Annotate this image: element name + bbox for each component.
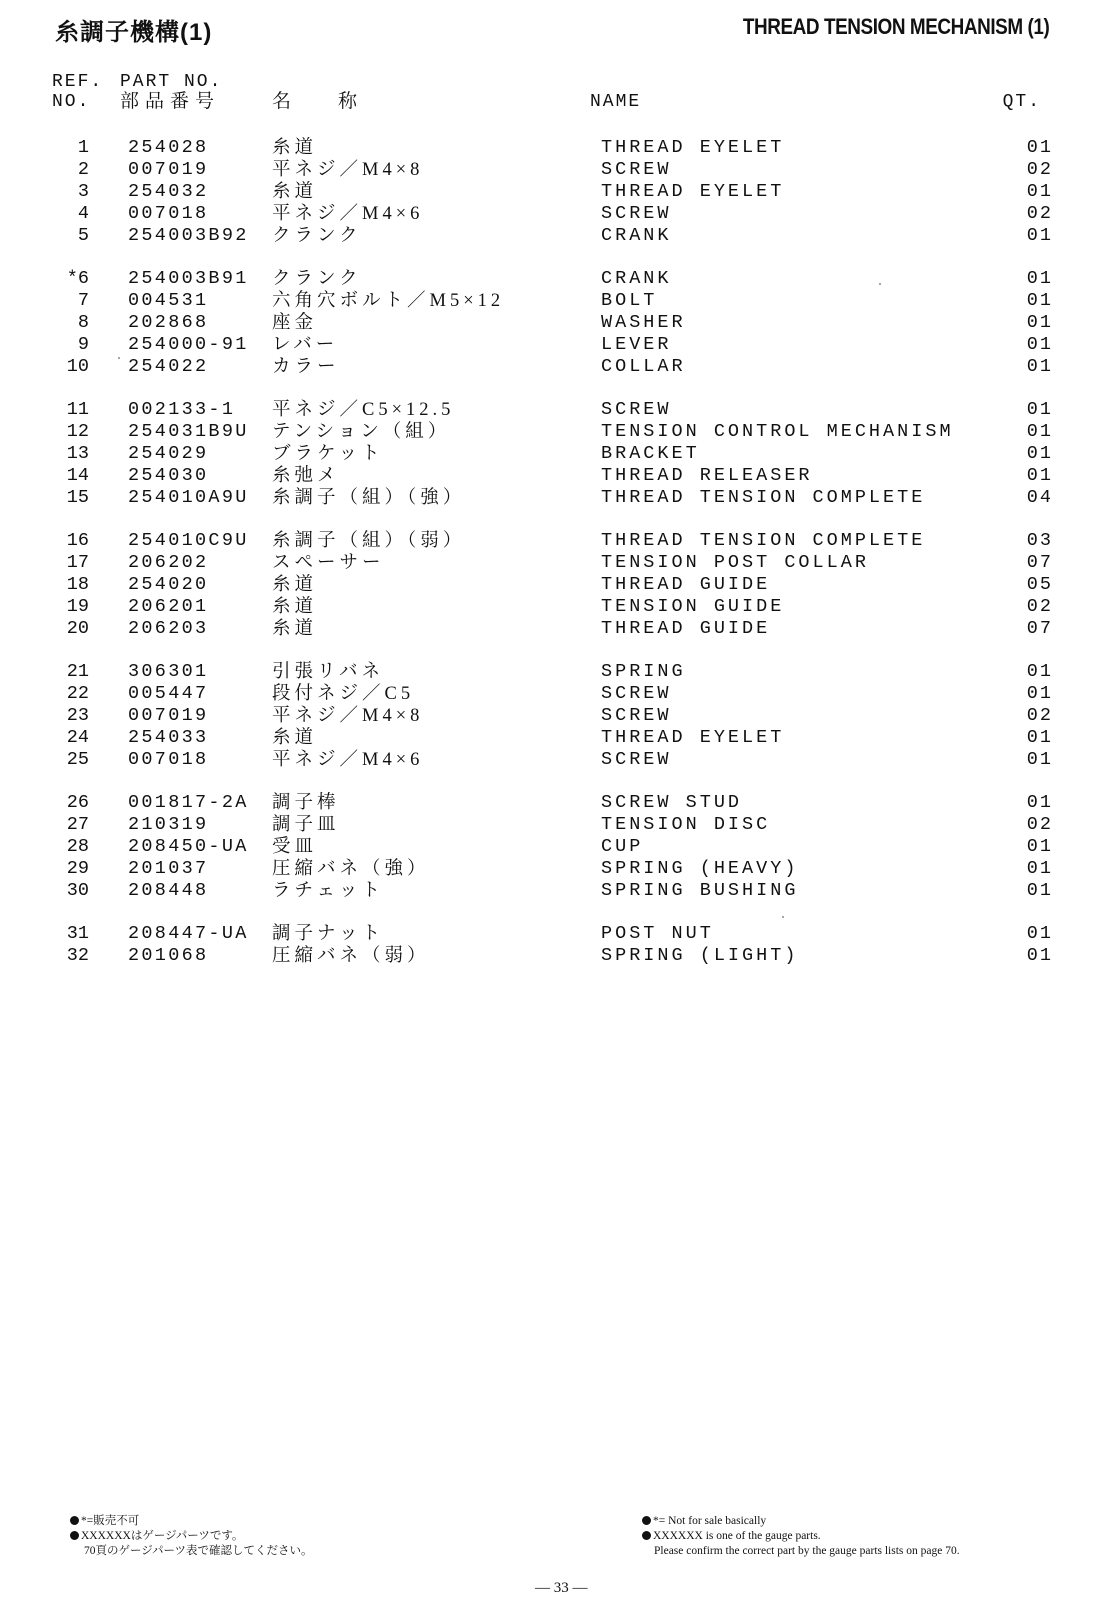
footer-jp-text2: XXXXXXはゲージパーツです。 [81,1530,244,1542]
english-name: POST NUT [601,923,714,944]
footer-en-line2 [642,1529,960,1544]
quantity: 01 [1026,312,1053,333]
ref-number: 16 [66,530,89,551]
table-row [0,705,1115,727]
table-row [0,836,1115,858]
japanese-name: 糸道 [272,619,318,639]
ref-number: 20 [66,618,89,639]
japanese-name: 糸調子（組）（強） [272,488,466,508]
part-number: 206202 [128,552,209,573]
japanese-name: 六角穴ボルト／M5×12 [272,291,505,311]
japanese-name: 糸道 [272,575,318,595]
quantity: 02 [1026,705,1053,726]
japanese-name: ブラケット [272,444,384,464]
table-row [0,225,1115,247]
part-number: 254033 [128,727,209,748]
english-name: TENSION GUIDE [601,596,785,617]
quantity: 01 [1026,923,1053,944]
footer-notes-en [642,1514,960,1559]
column-header-part [120,72,222,112]
part-number: 002133-1 [128,399,236,420]
ref-number: 7 [77,290,89,311]
english-name: THREAD TENSION COMPLETE [601,530,926,551]
bullet-icon [642,1516,651,1525]
quantity: 01 [1026,399,1053,420]
ref-number: 1 [77,137,89,158]
japanese-name: カラー [272,357,340,377]
quantity: 02 [1026,159,1053,180]
part-number: 254000-91 [128,334,249,355]
japanese-name: 平ネジ／M4×8 [272,160,424,180]
page-title-en: THREAD TENSION MECHANISM (1) [742,14,1049,39]
quantity: 01 [1026,727,1053,748]
quantity: 01 [1026,225,1053,246]
footer-jp-line2 [70,1529,313,1544]
footer-en-line1 [642,1514,960,1529]
part-number: 201068 [128,945,209,966]
english-name: SPRING [601,661,686,682]
japanese-name: 圧縮バネ（強） [272,859,430,879]
quantity: 01 [1026,880,1053,901]
japanese-name: 糸道 [272,182,318,202]
part-header-bottom: 部品番号 [120,91,221,112]
quantity: 01 [1026,465,1053,486]
part-number: 007019 [128,159,209,180]
quantity: 04 [1026,487,1053,508]
japanese-name: 平ネジ／M4×6 [272,750,424,770]
part-number: 254032 [128,181,209,202]
footer-en-line3: Please confirm the correct part by the gauge parts lists on page 70. [654,1545,960,1557]
japanese-name: 平ネジ／C5×12.5 [272,400,455,420]
ref-number: 4 [77,203,89,224]
quantity: 01 [1026,137,1053,158]
ref-number: 29 [66,858,89,879]
table-row [0,356,1115,378]
part-number: 208448 [128,880,209,901]
japanese-name: 糸道 [272,728,318,748]
ref-number: 31 [66,923,89,944]
table-row [0,268,1115,290]
scan-speck [118,357,120,359]
footer-en-text1: *= Not for sale basically [653,1515,767,1527]
table-row [0,203,1115,225]
part-number: 005447 [128,683,209,704]
ref-number: 19 [66,596,89,617]
ref-number: 14 [66,465,89,486]
english-name: SCREW [601,705,672,726]
ref-number: 26 [66,792,89,813]
table-row [0,290,1115,312]
part-number: 254010A9U [128,487,249,508]
english-name: SCREW [601,683,672,704]
english-name: SCREW [601,749,672,770]
part-number: 254029 [128,443,209,464]
ref-number: 12 [66,421,89,442]
table-row [0,487,1115,509]
part-number: 208450-UA [128,836,249,857]
quantity: 01 [1026,683,1053,704]
japanese-name: 調子ナット [272,924,385,944]
japanese-name: レバー [272,335,339,355]
footer-en-text2: XXXXXX is one of the gauge parts. [653,1530,821,1542]
ref-number: 25 [66,749,89,770]
ref-number: 10 [66,356,89,377]
english-name: SPRING (HEAVY) [601,858,799,879]
japanese-name: 段付ネジ／C5 [272,684,415,704]
ref-number: 24 [66,727,89,748]
japanese-name: 調子皿 [272,815,340,835]
ref-number: 11 [66,399,89,420]
japanese-name: 圧縮バネ（弱） [272,946,430,966]
part-number: 254020 [128,574,209,595]
part-number: 254031B9U [128,421,249,442]
japanese-name: 糸道 [272,138,318,158]
english-name: THREAD TENSION COMPLETE [601,487,926,508]
english-name: BRACKET [601,443,700,464]
japanese-name: テンション（組） [272,422,451,442]
quantity: 02 [1026,203,1053,224]
english-name: LEVER [601,334,672,355]
table-row [0,443,1115,465]
ref-number: 5 [77,225,89,246]
table-row [0,137,1115,159]
english-name: TENSION DISC [601,814,771,835]
quantity: 01 [1026,290,1053,311]
japanese-name: 糸調子（組）（弱） [272,531,466,551]
japanese-name: 平ネジ／M4×8 [272,706,424,726]
part-number: 206201 [128,596,209,617]
part-number: 208447-UA [128,923,249,944]
quantity: 01 [1026,749,1053,770]
ref-header-bottom: NO. [52,92,91,112]
ref-header-top: REF. [52,72,104,92]
part-number: 254028 [128,137,209,158]
table-row [0,399,1115,421]
japanese-name: 糸道 [272,597,318,617]
quantity: 01 [1026,268,1053,289]
quantity: 01 [1026,334,1053,355]
table-row [0,552,1115,574]
ref-number: 28 [66,836,89,857]
japanese-name: 糸弛メ [272,466,340,486]
column-header-ref [52,72,103,112]
part-number: 254010C9U [128,530,249,551]
part-number: 007019 [128,705,209,726]
bullet-icon [642,1531,651,1540]
column-header-qty: QT. [1002,92,1041,112]
table-row [0,923,1115,945]
part-number: 206203 [128,618,209,639]
english-name: TENSION CONTROL MECHANISM [601,421,954,442]
table-row [0,159,1115,181]
part-number: 254003B92 [128,225,249,246]
part-number: 004531 [128,290,209,311]
part-number: 254003B91 [128,268,249,289]
quantity: 01 [1026,836,1053,857]
table-row [0,574,1115,596]
quantity: 05 [1026,574,1053,595]
part-number: 210319 [128,814,209,835]
column-header-jp-name: 名 称 [272,91,372,112]
ref-number: 13 [66,443,89,464]
table-row [0,858,1115,880]
ref-number: 15 [66,487,89,508]
table-row [0,661,1115,683]
quantity: 02 [1026,596,1053,617]
table-row [0,421,1115,443]
ref-number: *6 [66,268,89,289]
english-name: SPRING BUSHING [601,880,799,901]
english-name: WASHER [601,312,686,333]
table-row [0,880,1115,902]
english-name: CRANK [601,225,672,246]
english-name: THREAD EYELET [601,137,785,158]
english-name: THREAD RELEASER [601,465,813,486]
part-number: 254022 [128,356,209,377]
ref-number: 9 [77,334,89,355]
english-name: THREAD EYELET [601,727,785,748]
ref-number: 17 [66,552,89,573]
english-name: SPRING (LIGHT) [601,945,799,966]
table-row [0,749,1115,771]
english-name: SCREW [601,159,672,180]
table-row [0,334,1115,356]
japanese-name: 座金 [272,313,318,333]
ref-number: 21 [66,661,89,682]
japanese-name: 調子棒 [272,793,340,813]
ref-number: 3 [77,181,89,202]
english-name: SCREW [601,399,672,420]
page-number: — 33 — [535,1580,588,1596]
ref-number: 8 [77,312,89,333]
quantity: 01 [1026,661,1053,682]
english-name: THREAD EYELET [601,181,785,202]
quantity: 03 [1026,530,1053,551]
quantity: 02 [1026,814,1053,835]
ref-number: 30 [66,880,89,901]
quantity: 01 [1026,945,1053,966]
english-name: CRANK [601,268,672,289]
ref-number: 32 [66,945,89,966]
table-row [0,945,1115,967]
english-name: CUP [601,836,644,857]
table-row [0,465,1115,487]
quantity: 01 [1026,858,1053,879]
quantity: 01 [1026,443,1053,464]
part-number: 001817-2A [128,792,249,813]
table-row [0,312,1115,334]
quantity: 01 [1026,792,1053,813]
english-name: TENSION POST COLLAR [601,552,869,573]
part-number: 306301 [128,661,209,682]
footer-jp-line1 [70,1514,313,1529]
quantity: 07 [1026,552,1053,573]
part-number: 007018 [128,749,209,770]
table-row [0,814,1115,836]
japanese-name: 平ネジ／M4×6 [272,204,424,224]
quantity: 01 [1026,356,1053,377]
english-name: COLLAR [601,356,686,377]
japanese-name: クランク [272,226,362,246]
quantity: 01 [1026,181,1053,202]
part-number: 201037 [128,858,209,879]
quantity: 01 [1026,421,1053,442]
japanese-name: ラチェット [272,881,384,901]
japanese-name: 引張リバネ [272,662,384,682]
ref-number: 2 [77,159,89,180]
english-name: SCREW [601,203,672,224]
part-number: 202868 [128,312,209,333]
english-name: SCREW STUD [601,792,743,813]
table-row [0,618,1115,640]
english-name: BOLT [601,290,658,311]
table-row [0,530,1115,552]
part-number: 254030 [128,465,209,486]
table-row [0,181,1115,203]
quantity: 07 [1026,618,1053,639]
japanese-name: クランク [272,269,362,289]
part-header-top: PART NO. [120,72,223,92]
ref-number: 18 [66,574,89,595]
page-title-jp: 糸調子機構(1) [55,19,213,46]
footer-notes-jp [70,1514,313,1559]
english-name: THREAD GUIDE [601,574,771,595]
scan-speck [879,283,881,285]
ref-number: 22 [66,683,89,704]
table-row [0,727,1115,749]
japanese-name: スペーサー [272,553,385,573]
ref-number: 27 [66,814,89,835]
japanese-name: 受皿 [272,837,318,857]
scan-speck [782,916,784,918]
english-name: THREAD GUIDE [601,618,771,639]
table-row [0,792,1115,814]
footer-jp-text1: *=販売不可 [81,1515,140,1527]
table-row [0,596,1115,618]
part-number: 007018 [128,203,209,224]
table-row [0,683,1115,705]
ref-number: 23 [66,705,89,726]
bullet-icon [70,1516,79,1525]
footer-jp-line3: 70頁のゲージパーツ表で確認してください。 [84,1545,313,1557]
column-header-name: NAME [590,92,642,112]
bullet-icon [70,1531,79,1540]
